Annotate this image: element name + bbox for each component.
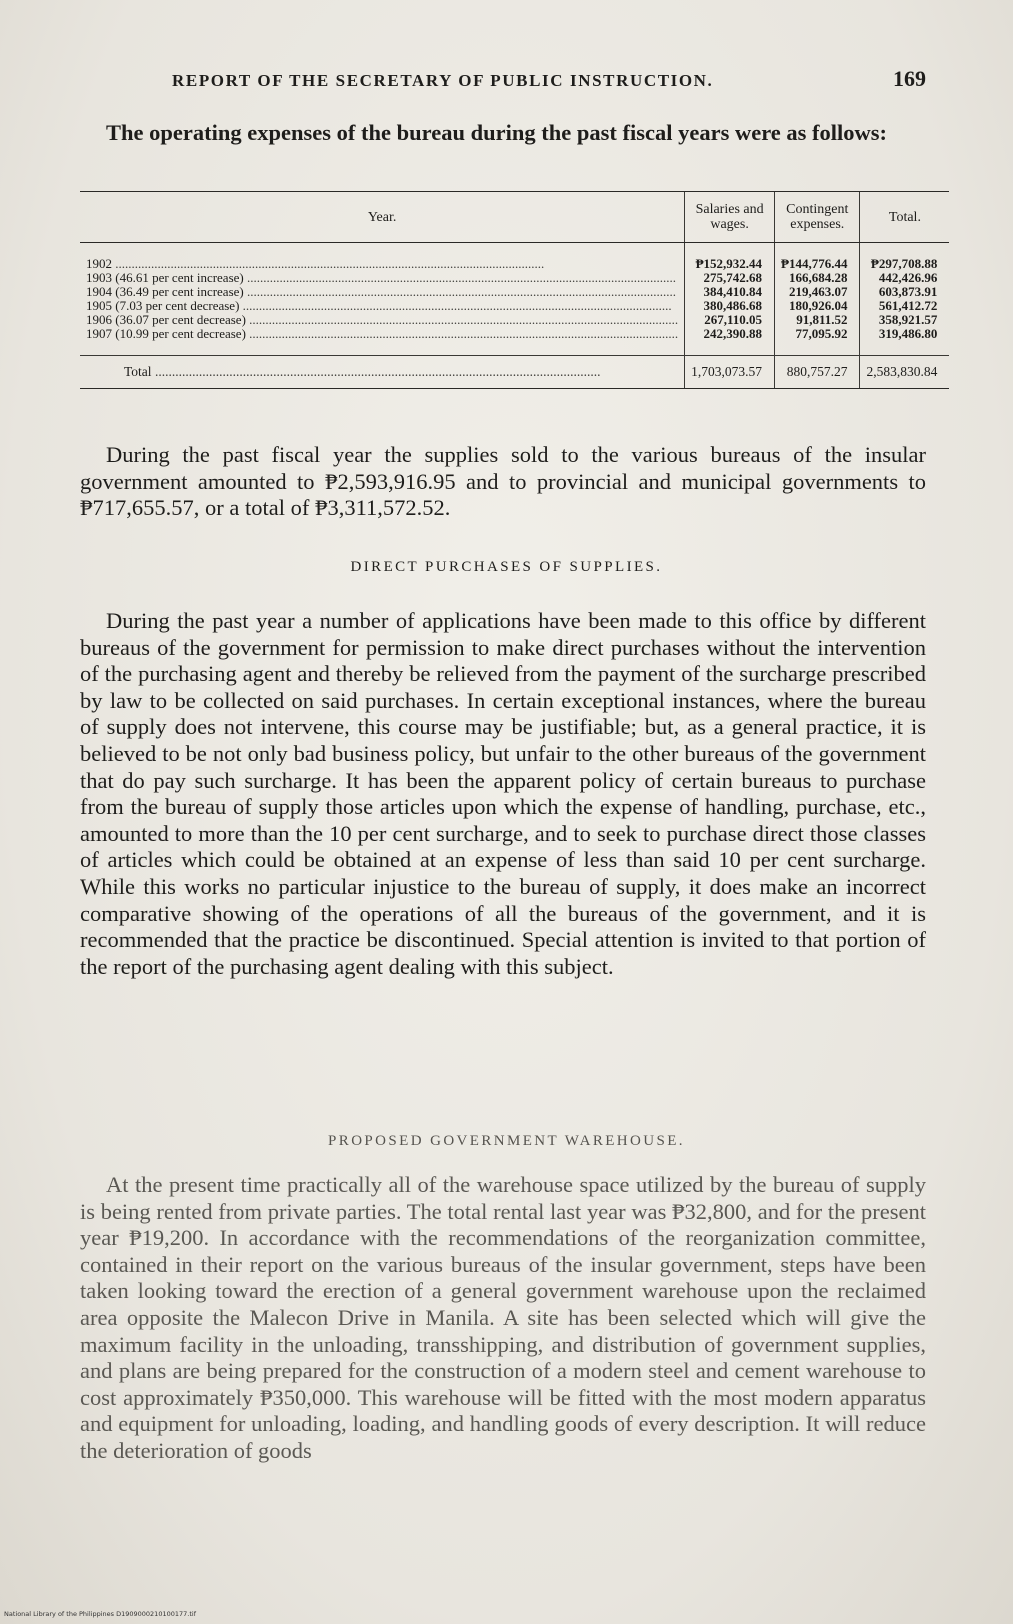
row-total: ₱297,708.88 <box>860 257 949 271</box>
table-row <box>80 299 949 313</box>
report-title: REPORT OF THE SECRETARY OF PUBLIC INSTRUCTION. <box>172 71 714 90</box>
intro-paragraph: The operating expenses of the bureau during the past fiscal years were as follows: <box>106 120 888 145</box>
row-salaries: 380,486.68 <box>685 299 775 313</box>
total-contingent: 880,757.27 <box>775 356 860 389</box>
row-year: 1907 (10.99 per cent decrease) ..... <box>86 327 678 341</box>
supplies-sold-paragraph: During the past fiscal year the supplies sold to the various bureaus of the insular government amounted to ₱2,593,916.95 and to provincial and municipal governments to ₱717,655.57, or a total of ₱3,311,572.52. <box>80 442 926 521</box>
total-total: 2,583,830.84 <box>860 356 949 389</box>
row-total: 319,486.80 <box>860 327 949 341</box>
row-salaries: 275,742.68 <box>685 271 775 285</box>
row-contingent: ₱144,776.44 <box>775 257 860 271</box>
warehouse-heading: PROPOSED GOVERNMENT WAREHOUSE. <box>328 1133 685 1149</box>
running-header <box>172 66 932 96</box>
row-contingent: 77,095.92 <box>775 327 860 341</box>
header-salaries: Salaries and wages. <box>685 192 775 243</box>
row-year: 1904 (36.49 per cent increase) ..... <box>86 285 676 299</box>
operating-expenses-table <box>80 191 949 389</box>
row-total: 603,873.91 <box>860 285 949 299</box>
header-contingent: Contingent expenses. <box>775 192 860 243</box>
row-year: 1905 (7.03 per cent decrease) ..... <box>86 299 672 313</box>
direct-purchases-paragraph: During the past year a number of applications have been made to this office by different bureaus of the government for permission to make direct purchases without the intervention of the purchasing agent and thereby be relieved from the payment of the surcharge prescribed by law to be collected on said purchases. In certain exceptional instances, where the bureau of supply does not intervene, this course may be justifiable; but, as a general practice, it is believed to be not only bad business policy, but unfair to the other bureaus of the government that do pay such surcharge. It has been the apparent policy of certain bureaus to purchase from the bureau of supply those articles upon which the expense of handling, purchase, etc., amounted to more than the 10 per cent surcharge, and to seek to purchase direct those classes of articles which could be obtained at an expense of less than said 10 per cent surcharge. While this works no particular injustice to the bureau of supply, it does make an incorrect comparative showing of the operations of all the bureaus of the government, and it is recommended that the practice be discontinued. Special attention is invited to that portion of the report of the purchasing agent dealing with this subject. <box>80 608 926 979</box>
row-salaries: 242,390.88 <box>685 327 775 341</box>
direct-purchases-heading: DIRECT PURCHASES OF SUPPLIES. <box>350 559 663 575</box>
warehouse-paragraph: At the present time practically all of the warehouse space utilized by the bureau of supply is being rented from private parties. The total rental last year was ₱32,800, and for the present year ₱19,200. In accordance with the recommendations of the reorganization committee, contained in their report on the various bureaus of the insular government, steps have been taken looking toward the erection of a general government warehouse upon the reclaimed area opposite the Malecon Drive in Manila. A site has been selected which will give the maximum facility in the unloading, transshipping, and distribution of government supplies, and plans are being prepared for the construction of a modern steel and cement warehouse to cost approximately ₱350,000. This warehouse will be fitted with the most modern apparatus and equipment for unloading, loading, and handling goods of every description. It will reduce the deterioration of goods <box>80 1172 926 1463</box>
table-row <box>80 257 949 271</box>
header-year: Year. <box>80 192 685 243</box>
table-header-row <box>80 192 949 243</box>
table-row <box>80 313 949 327</box>
scan-credit: National Library of the Philippines D1909000210100177.tif <box>4 1610 196 1618</box>
row-total: 358,921.57 <box>860 313 949 327</box>
row-contingent: 180,926.04 <box>775 299 860 313</box>
total-salaries: 1,703,073.57 <box>685 356 775 389</box>
row-year: 1902 ..... <box>86 257 544 271</box>
header-total: Total. <box>860 192 949 243</box>
total-label: Total ..... <box>124 364 600 379</box>
row-salaries: 384,410.84 <box>685 285 775 299</box>
page-number: 169 <box>893 66 926 91</box>
row-contingent: 219,463.07 <box>775 285 860 299</box>
row-contingent: 91,811.52 <box>775 313 860 327</box>
row-total: 561,412.72 <box>860 299 949 313</box>
row-salaries: ₱152,932.44 <box>685 257 775 271</box>
table-row <box>80 271 949 285</box>
row-contingent: 166,684.28 <box>775 271 860 285</box>
row-year: 1903 (46.61 per cent increase) ..... <box>86 271 676 285</box>
table-row <box>80 327 949 341</box>
row-salaries: 267,110.05 <box>685 313 775 327</box>
table-row <box>80 285 949 299</box>
row-year: 1906 (36.07 per cent decrease) ..... <box>86 313 678 327</box>
table-total-row <box>80 356 949 389</box>
row-total: 442,426.96 <box>860 271 949 285</box>
